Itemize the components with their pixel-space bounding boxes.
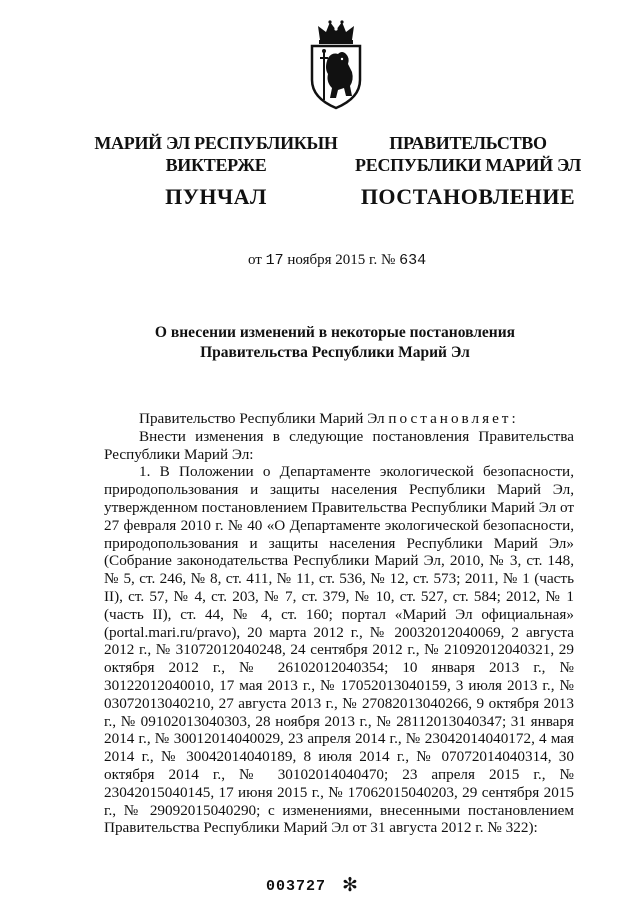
form-serial-number: 003727 (266, 878, 327, 895)
date-month-year: ноября 2015 г. № (287, 252, 396, 268)
coat-of-arms-icon (306, 18, 366, 110)
intro-paragraph (104, 410, 574, 428)
document-title-line2: Правительства Республики Марий Эл (200, 344, 470, 361)
header-right-block (352, 132, 584, 210)
header-right-line1: ПРАВИТЕЛЬСТВО (389, 133, 547, 153)
date-day: 17 (265, 252, 284, 269)
document-body (104, 410, 574, 837)
header-left-line1: МАРИЙ ЭЛ РЕСПУБЛИКЫН (94, 133, 338, 153)
footer-asterisk-mark: ✻ (342, 874, 358, 896)
header-left-block (88, 132, 344, 210)
header-right-title: ПОСТАНОВЛЕНИЕ (360, 184, 576, 209)
body-paragraph-2: Внести изменения в следующие постановления Правительства Республики Марий Эл: (104, 427, 574, 463)
date-prefix: от (248, 252, 262, 268)
decree-date-line (248, 252, 426, 269)
intro-main-text: Правительство Республики Марий Эл (139, 410, 389, 427)
header-left-line2: ВИКТЕРЖЕ (165, 155, 267, 175)
document-title (100, 323, 570, 363)
header-left-title: ПУНЧАЛ (165, 184, 267, 209)
header-right-line2: РЕСПУБЛИКИ МАРИЙ ЭЛ (355, 155, 581, 175)
body-paragraph-3: 1. В Положении о Департаменте экологической безопасности, природопользования и защиты населения Республики Марий Эл, утвержденном постановлением Правительства Республики Марий Эл от 27 февраля 2010 г. № 40 «О Департаменте экологической безопасности, природопользования и защиты населения Республики Марий Эл» (Собрание законодательства Республики Марий Эл, 2010, № 3, ст. 148, № 5, ст. 246, № 8, ст. 411, № 11, ст. 536, № 12, ст. 573; 2011, № 1 (часть II), ст. 57, № 4, ст. 203, № 7, ст. 379, № 10, ст. 527, ст. 584; 2012, № 1 (часть II), ст. 44, № 4, ст. 160; портал «Марий Эл официальная» (portal.mari.ru/pravo), 20 марта 2012 г., № 20032012040069, 2 августа 2012 г., № 31072012040248, 24 сентября 2012 г., № 21092012040321, 29 октября 2012 г., № 26102012040354; 10 января 2013 г., № 30122012040010, 17 мая 2013 г., № 17052013040159, 3 июля 2013 г., № 03072013040210, 27 августа 2013 г., № 27082013040266, 9 октября 2013 г., № 09102013040303, 28 ноября 2013 г., № 28112013040347; 31 января 2014 г., № 30012014040029, 23 апреля 2014 г., № 23042014040172, 4 мая 2014 г., № 30042014040189, 8 июля 2014 г., № 07072014040314, 30 октября 2014 г., № 30102014040470; 23 апреля 2015 г., № 23042015040145, 17 июня 2015 г., № 17062015040203, 29 сентября 2015 г., № 29092015040290; с изменениями, внесенными постановлением Правительства Республики Марий Эл от 31 августа 2012 г. № 322): (104, 463, 574, 837)
decree-number: 634 (399, 252, 427, 269)
document-title-line1: О внесении изменений в некоторые постановления (154, 324, 516, 341)
intro-resolve-word: постановляет: (388, 410, 519, 427)
